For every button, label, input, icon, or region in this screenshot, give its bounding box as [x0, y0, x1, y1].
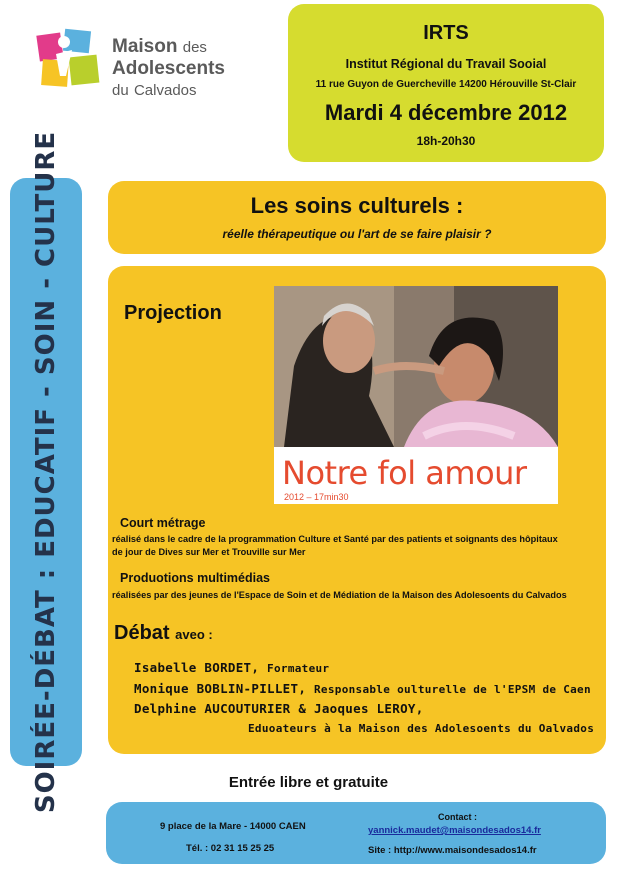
program-box: [108, 266, 606, 754]
event-time: 18h-20h30: [416, 134, 476, 148]
event-info-box: [288, 4, 604, 162]
contact-label: Contact :: [438, 812, 477, 822]
film-poster: [274, 286, 558, 504]
speaker-2: Monique BOBLIN-PILLET, Responsable oulturelle de l'EPSM de Caen: [134, 681, 591, 696]
org-full-name: Institut Régional du Travail Sooial: [345, 57, 547, 71]
website-link[interactable]: Site : http://www.maisondesados14.fr: [368, 845, 537, 856]
maison-des-ados-logo-icon: [36, 28, 106, 92]
film-meta: 2012 – 17min30: [284, 492, 349, 502]
speaker-1: Isabelle BORDET, Formateur: [134, 660, 330, 675]
speaker-3: Delphine AUCOUTURIER & Jaoques LEROY,: [134, 701, 424, 716]
logo-text: Maison des Adolescents du Calvados: [112, 36, 225, 99]
logo: [36, 24, 256, 104]
productions-heading: Produotions multimédias: [120, 571, 271, 585]
speaker-3-role: Eduoateurs à la Maison des Adolesoents du Oalvados: [248, 722, 595, 735]
footer-contact: [106, 802, 606, 864]
entry-info: Entrée libre et gratuite: [228, 774, 389, 791]
contact-email-link[interactable]: yannick.maudet@maisondesados14.fr: [368, 825, 541, 836]
film-title: Notre fol amour: [282, 454, 527, 492]
projection-heading: Projection: [124, 302, 222, 324]
court-metrage-text: réalisé dans le cadre de la programmation Culture et Santé par des patients et soignants des hôpitaux de jour de Dives sur Mer et Trouville sur Mer: [112, 534, 558, 557]
venue-address: 11 rue Guyon de Guercheville 14200 Hérouville St-Clair: [315, 79, 577, 90]
footer-phone: Tél. : 02 31 15 25 25: [186, 843, 275, 854]
vertical-banner-text: SOIRÉE-DÉBAT : EDUCATIF - SOIN - CULTURE: [31, 130, 61, 814]
court-metrage-heading: Court métrage: [120, 516, 206, 530]
page-subtitle: réelle thérapeutique ou l'art de se faire plaisir ?: [222, 227, 492, 241]
debat-heading: Débat aveo :: [114, 622, 213, 644]
productions-text: réalisées par des jeunes de l'Espace de Soin et de Médiation de la Maison des Adolesoents du Calvados: [112, 590, 567, 600]
film-still-image: [274, 286, 558, 447]
title-box: [108, 181, 606, 254]
page-title: Les soins culturels :: [250, 193, 464, 218]
vertical-banner: [10, 130, 82, 814]
event-date: Mardi 4 décembre 2012: [324, 100, 568, 125]
org-acronym: IRTS: [423, 22, 469, 44]
footer-address: 9 place de la Mare - 14000 CAEN: [160, 821, 306, 832]
